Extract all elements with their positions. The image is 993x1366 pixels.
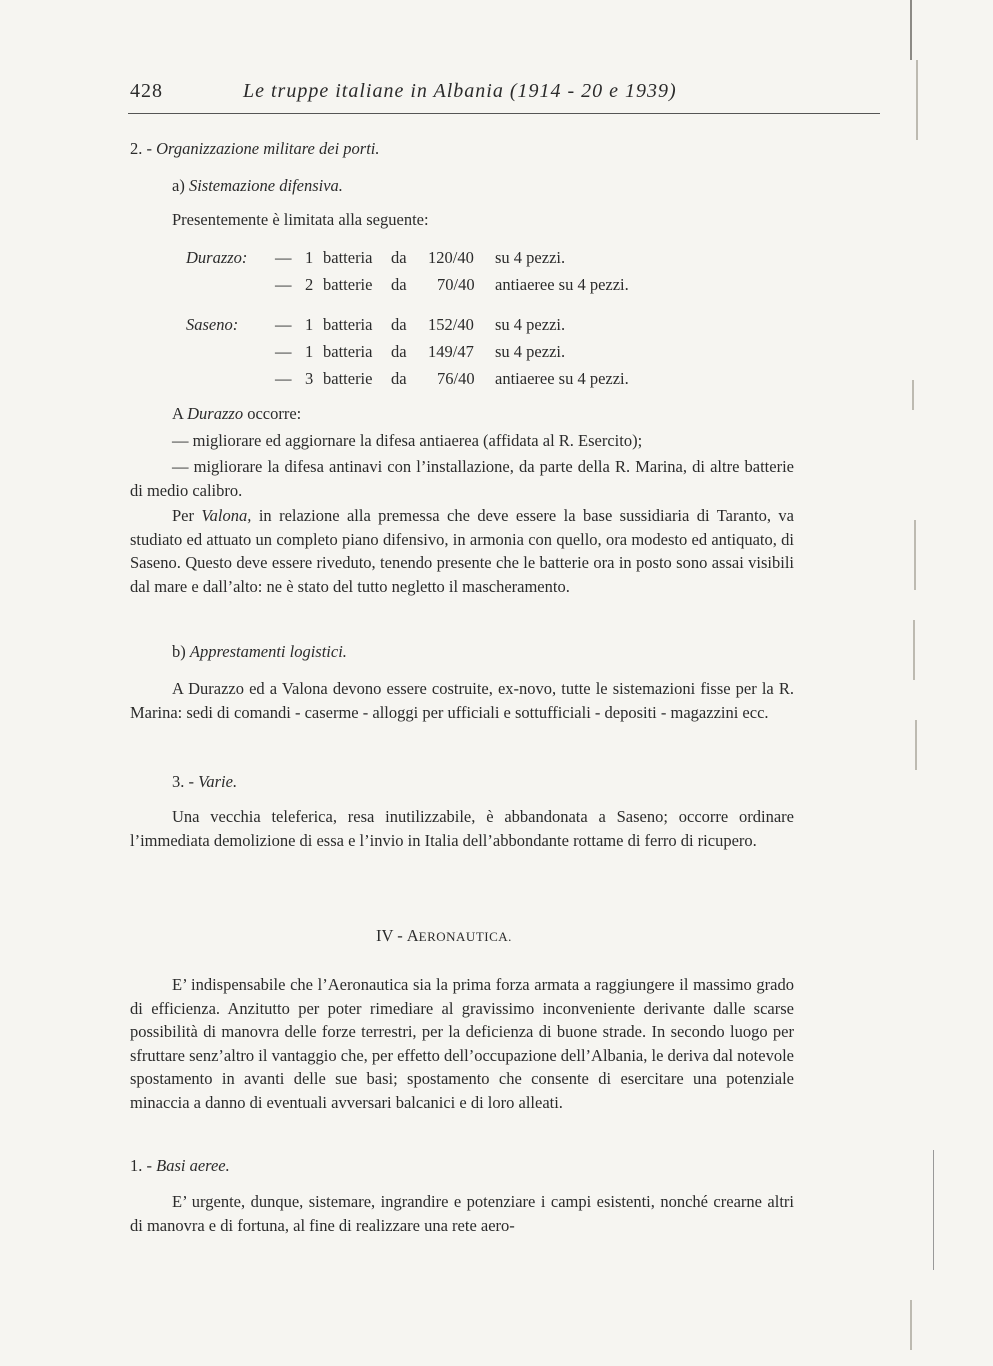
lead-prefix: A — [172, 404, 184, 423]
saseno-label: Saseno: — [186, 315, 239, 334]
scan-mark — [915, 720, 917, 770]
dash: — — [275, 315, 292, 334]
para-prefix: Per — [172, 506, 194, 525]
header-rule — [128, 113, 880, 114]
battery-word: batterie — [323, 275, 373, 294]
chapter-heading — [376, 926, 512, 946]
durazzo-label: Durazzo: — [186, 248, 248, 267]
battery-count: 1 — [305, 315, 314, 334]
section-title: Basi aeree. — [156, 1156, 230, 1175]
dash: — — [275, 369, 292, 388]
section-title: Organizzazione militare dei porti. — [156, 139, 380, 158]
battery-rest: su 4 pezzi. — [495, 342, 566, 361]
chapter-title-initial: A — [406, 926, 419, 945]
battery-word: batterie — [323, 369, 373, 388]
battery-word: batteria — [323, 248, 373, 267]
subsection-label: b) — [172, 642, 186, 661]
battery-da: da — [391, 315, 407, 334]
aeronautica-paragraph: E’ indispensabile che l’Aeronautica sia la prima forza armata a raggiungere il massimo grado di efficienza. Anzitutto per poter rimediare al gravissimo inconveniente derivante dalle scarse possibilità di manovra delle forze terrestri, per la deficienza di buone strade. In secondo luogo per sfruttare senz’altro il vantaggio che, per effetto dell’occupazione dell’Albania, le deriva dal notevole spostamento in avanti delle sue basi; spostamento che consente di esercitare una potenziale minaccia a danno di eventuali avversari balcanici e di loro alleati. — [130, 975, 794, 1112]
durazzo-need-item: — migliorare la difesa antinavi con l’installazione, da parte della R. Marina, di altre batterie di medio calibro. — [130, 457, 794, 500]
durazzo-need-item: — migliorare ed aggiornare la difesa antiaerea (affidata al R. Esercito); — [172, 431, 643, 450]
scan-mark — [933, 1150, 934, 1270]
lead-suffix: occorre: — [247, 404, 302, 423]
battery-caliber: 120/40 — [428, 248, 474, 267]
scan-mark — [914, 520, 916, 590]
battery-rest: su 4 pezzi. — [495, 248, 566, 267]
section-number: 1. - — [130, 1156, 152, 1175]
battery-caliber: 76/40 — [437, 369, 475, 388]
para-place: Valona, — [201, 506, 252, 525]
subsection-b-heading — [172, 642, 347, 662]
battery-word: batteria — [323, 315, 373, 334]
section-1-heading — [130, 1156, 230, 1176]
valona-paragraph — [130, 504, 794, 598]
logistici-paragraph: A Durazzo ed a Valona devono essere costruite, ex-novo, tutte le sistemazioni fisse per la R. Marina: sedi di comandi - caserme - alloggi per ufficiali e sottufficiali - depositi - magazzini ecc. — [130, 679, 794, 722]
battery-rest: antiaeree su 4 pezzi. — [495, 369, 629, 388]
para-body: in relazione alla premessa che deve essere la base sussidiaria di Taranto, va studiato ed attuato un completo piano difensivo, in armonia con quello, ora modesto ed antiquato, di Saseno. Questo deve essere riveduto, tenendo presente che le batterie ora in posto sono assai visibili dal mare e dall’alto: ne è stato del tutto negletto il mascheramento. — [130, 506, 794, 596]
battery-count: 2 — [305, 275, 314, 294]
battery-count: 3 — [305, 369, 314, 388]
intro-line: Presentemente è limitata alla seguente: — [172, 210, 429, 229]
battery-word: batteria — [323, 342, 373, 361]
scan-mark — [910, 0, 912, 60]
scan-margin-noise — [900, 0, 993, 1366]
battery-da: da — [391, 342, 407, 361]
scan-mark — [910, 1300, 912, 1350]
battery-caliber: 70/40 — [437, 275, 475, 294]
lead-place: Durazzo — [187, 404, 244, 423]
battery-count: 1 — [305, 342, 314, 361]
battery-caliber: 152/40 — [428, 315, 474, 334]
varie-paragraph: Una vecchia teleferica, resa inutilizzabile, è abbandonata a Saseno; occorre ordinare l’immediata demolizione di essa e l’invio in Italia dell’abbondante rottame di ferro di ricupero. — [130, 807, 794, 850]
section-title: Varie. — [198, 772, 238, 791]
battery-da: da — [391, 275, 407, 294]
battery-rest: antiaeree su 4 pezzi. — [495, 275, 629, 294]
section-number: 3. - — [172, 772, 194, 791]
dash: — — [275, 342, 292, 361]
subsection-title: Apprestamenti logistici. — [189, 642, 347, 661]
subsection-label: a) — [172, 176, 185, 195]
section-3-heading — [172, 772, 237, 792]
dash: — — [275, 248, 292, 267]
chapter-title-rest: ERONAUTICA. — [418, 929, 512, 944]
chapter-numeral: IV - — [376, 926, 403, 945]
section-number: 2. - — [130, 139, 152, 158]
durazzo-needs-lead — [172, 404, 301, 424]
scan-mark — [916, 60, 918, 140]
scan-mark — [912, 380, 914, 410]
battery-count: 1 — [305, 248, 314, 267]
battery-da: da — [391, 248, 407, 267]
running-title: Le truppe italiane in Albania (1914 - 20 e 1939) — [243, 80, 677, 102]
battery-caliber: 149/47 — [428, 342, 474, 361]
battery-rest: su 4 pezzi. — [495, 315, 566, 334]
scan-mark — [913, 620, 915, 680]
subsection-a-heading — [172, 176, 343, 196]
subsection-title: Sistemazione difensiva. — [188, 176, 343, 195]
battery-da: da — [391, 369, 407, 388]
basi-paragraph: E’ urgente, dunque, sistemare, ingrandire e potenziare i campi esistenti, nonché crearne altri di manovra e di fortuna, al fine di realizzare una rete aero- — [130, 1192, 794, 1235]
dash: — — [275, 275, 292, 294]
section-2-heading — [130, 139, 380, 159]
page-number: 428 — [130, 80, 163, 102]
